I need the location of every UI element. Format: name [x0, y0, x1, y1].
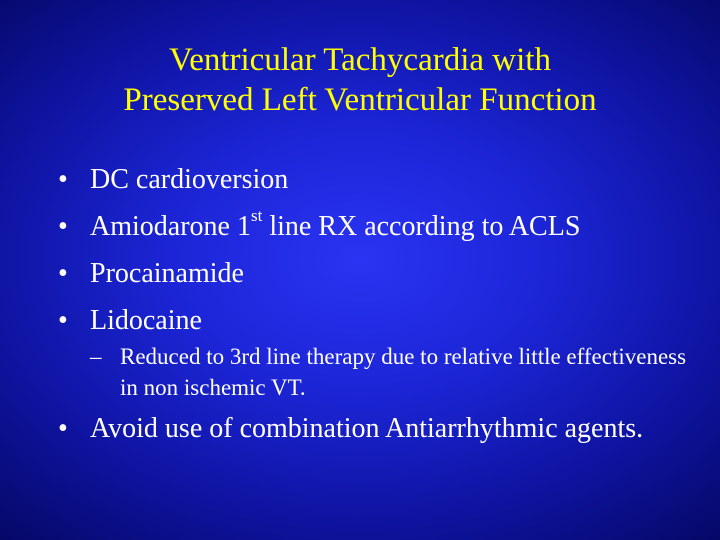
bullet-dot-icon: •: [58, 164, 68, 195]
title-line-1: Ventricular Tachycardia with: [169, 42, 551, 78]
bullet-text: Procainamide: [90, 258, 244, 289]
bullet-dot-icon: •: [58, 258, 68, 289]
bullet-dot-icon: •: [58, 305, 68, 336]
bullet-item: [58, 162, 698, 198]
sub-bullet-list: [90, 341, 698, 403]
slide-title: [0, 40, 720, 120]
bullet-item: [58, 256, 698, 292]
bullet-text-post: line RX according to ACLS: [262, 211, 581, 242]
bullet-text: Lidocaine: [90, 305, 202, 336]
bullet-text: Avoid use of combination Antiarrhythmic agents.: [90, 413, 644, 444]
bullet-item: [58, 205, 698, 245]
bullet-list: [58, 162, 698, 458]
bullet-text-pre: Amiodarone 1: [90, 211, 251, 242]
sub-bullet-text: Reduced to 3rd line therapy due to relative little effectiveness in non ischemic VT.: [120, 344, 687, 400]
bullet-item: [58, 303, 698, 403]
sub-bullet-item: [90, 341, 698, 403]
dash-icon: –: [90, 344, 102, 369]
bullet-item: [58, 411, 698, 447]
bullet-superscript: st: [250, 205, 263, 225]
bullet-text: DC cardioversion: [90, 164, 289, 195]
title-line-2: Preserved Left Ventricular Function: [123, 82, 597, 118]
bullet-dot-icon: •: [58, 211, 68, 242]
bullet-dot-icon: •: [58, 413, 68, 444]
